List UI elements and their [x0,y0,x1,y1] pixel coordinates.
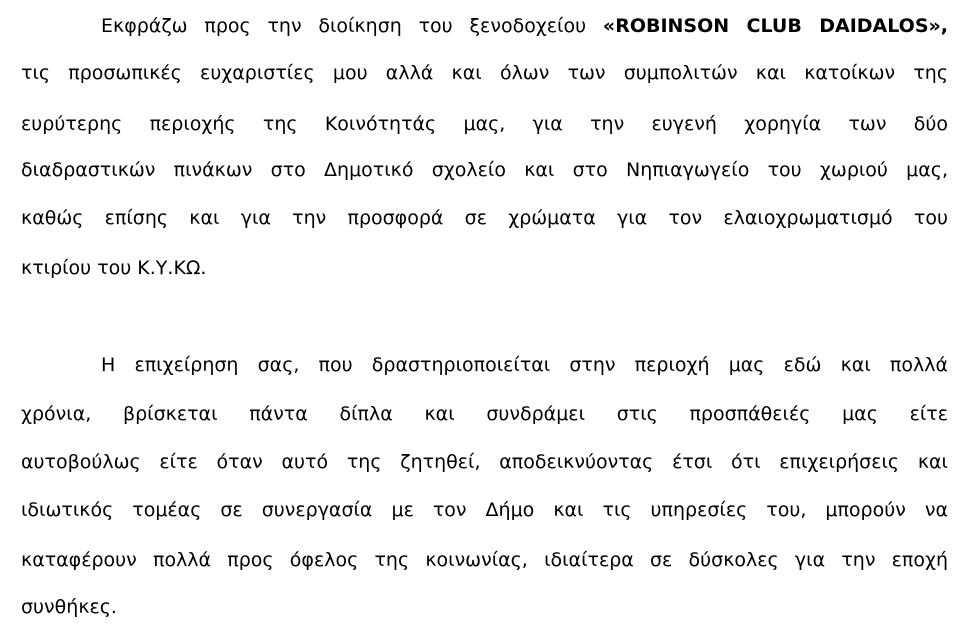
hotel-name: «ROBINSON CLUB DAIDALOS», [602,15,948,37]
paragraph-2-line-5: καταφέρουν πολλά προς όφελος της κοινωνίας, ιδιαίτερα σε δύσκολες για την εποχή [21,549,948,571]
paragraph-1-line-1 [101,11,948,41]
paragraph-1-line-6: κτιρίου του Κ.Υ.ΚΩ. [21,257,207,279]
paragraph-2-line-2: χρόνια, βρίσκεται πάντα δίπλα και συνδράμει στις προσπάθειές μας είτε [21,403,948,425]
paragraph-1-line-2: τις προσωπικές ευχαριστίες μου αλλά και όλων των συμπολιτών και κατοίκων της [21,62,948,84]
paragraph-1-line-4: διαδραστικών πινάκων στο Δημοτικό σχολείο και στο Νηπιαγωγείο του χωριού μας, [21,159,948,181]
paragraph-2-line-1: Η επιχείρηση σας, που δραστηριοποιείται στην περιοχή μας εδώ και πολλά [101,354,948,376]
paragraph-1-line-1-text: Εκφράζω προς την διοίκηση του ξενοδοχείου [101,15,603,37]
paragraph-2-line-3: αυτοβούλως είτε όταν αυτό της ζητηθεί, αποδεικνύοντας έτσι ότι επιχειρήσεις και [21,451,948,473]
paragraph-2-line-6: συνθήκες. [21,596,117,618]
paragraph-2-line-4: ιδιωτικός τομέας σε συνεργασία με τον Δήμο και τις υπηρεσίες του, μπορούν να [21,499,948,521]
paragraph-1-line-5: καθώς επίσης και για την προσφορά σε χρώματα για τον ελαιοχρωματισμό του [21,207,948,229]
paragraph-1-line-3: ευρύτερης περιοχής της Κοινότητάς μας, για την ευγενή χορηγία των δύο [21,113,948,135]
